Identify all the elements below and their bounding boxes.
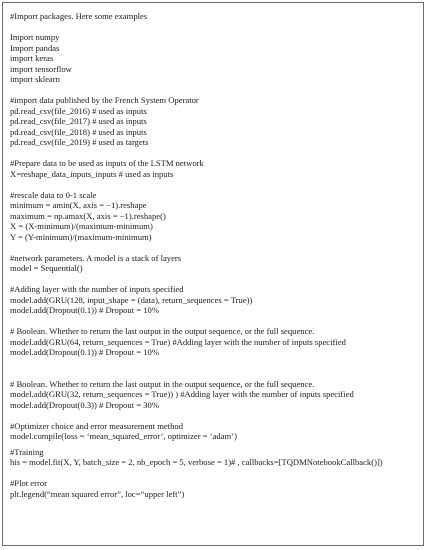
code-line: model = Sequential(): [10, 263, 83, 273]
code-comment-line: #Training: [10, 446, 44, 457]
blank-line: [10, 274, 422, 285]
code-block-network: [10, 253, 422, 274]
code-line: model.add(Dropout(0.3)) # Dropout = 30%: [10, 399, 160, 410]
code-line: maximum = np.amax(X, axis = −1).reshape(): [10, 210, 166, 221]
code-comment-line: #rescale data to 0-1 scale: [10, 189, 97, 200]
blank-line: [10, 85, 422, 96]
code-listing-frame: [2, 2, 424, 546]
code-block-layer1: [10, 284, 422, 316]
code-block-plot: [10, 478, 422, 499]
code-line: minimum = amin(X, axis = −1).reshape: [10, 200, 147, 210]
blank-line: [10, 22, 422, 33]
code-block-compile: [10, 421, 422, 442]
code-line: model.add(GRU(64, return_sequences = True) #Adding layer with the number of inputs specified: [10, 336, 346, 347]
code-line: model.add(GRU(128, input_shape = (data), return_sequences = True)): [10, 294, 253, 305]
blank-line: [10, 410, 422, 421]
code-line: X=reshape_data_inputs_inputs # used as inputs: [10, 168, 174, 179]
code-comment-line: #Prepare data to be used as inputs of the LSTM network: [10, 158, 204, 168]
code-line: model.add(Dropout(0.1)) # Dropout = 10%: [10, 347, 160, 357]
code-block-training: [10, 447, 422, 468]
code-comment-line: #Adding layer with the number of inputs specified: [10, 284, 184, 294]
code-line: model.add(GRU(32, return_sequences = True)) ) #Adding layer with the number of inputs specified: [10, 389, 354, 399]
code-comment-line: #Plot error: [10, 478, 47, 488]
code-line: model.add(Dropout(0.1)) # Dropout = 10%: [10, 305, 160, 315]
blank-line: [10, 468, 422, 479]
code-line: pd.read_csv(file_2017) # used as inputs: [10, 116, 147, 126]
blank-line: [10, 368, 422, 379]
blank-line: [10, 358, 422, 369]
blank-line: [10, 316, 422, 327]
code-line: Import numpy: [10, 32, 60, 42]
code-comment-line: # Boolean. Whether to return the last output in the output sequence, or the full sequence.: [10, 326, 315, 336]
code-line: Import pandas: [10, 42, 60, 53]
code-line: pd.read_csv(file_2018) # used as inputs: [10, 126, 147, 137]
code-block-data: [10, 95, 422, 148]
blank-line: [10, 242, 422, 253]
code-comment-line: #network parameters. A model is a stack of layers: [10, 252, 182, 263]
code-block-prepare: [10, 158, 422, 179]
code-block-rescale: [10, 190, 422, 243]
blank-line: [10, 148, 422, 159]
blank-line: [10, 179, 422, 190]
code-comment-line: # Boolean. Whether to return the last output in the output sequence, or the full sequence.: [10, 378, 315, 389]
code-line: model.compile(loss = ‘mean_squared_error’, optimizer = ‘adam’): [10, 431, 237, 441]
code-line: plt.legend(“mean squared error”, loc=“upper left”): [10, 488, 185, 499]
code-line: import keras: [10, 53, 54, 63]
code-block-imports: [10, 11, 422, 85]
code-block-layer2: [10, 326, 422, 358]
code-comment-line: #import data published by the French System Operator: [10, 95, 199, 105]
code-comment-line: #Import packages. Here some examples: [10, 11, 148, 21]
code-line: pd.read_csv(file_2019) # used as targets: [10, 137, 149, 147]
code-block-layer3: [10, 379, 422, 411]
code-line: import sklearn: [10, 74, 60, 84]
code-listing: [10, 11, 422, 499]
code-line: pd.read_csv(file_2016) # used as inputs: [10, 105, 147, 116]
code-comment-line: #Optimizer choice and error measurement method: [10, 420, 183, 431]
code-line: import tensorflow: [10, 63, 72, 74]
code-line: Y = (Y-minimum)/(maximum-minimum): [10, 231, 152, 242]
code-line: X = (X-minimum)/(maximum-minimum): [10, 221, 153, 231]
code-line: his = model.fit(X, Y, batch_size = 2, nb_epoch = 5, verbose = 1)# , callbacks=[TQDMNotebookCallback()]): [10, 457, 383, 467]
